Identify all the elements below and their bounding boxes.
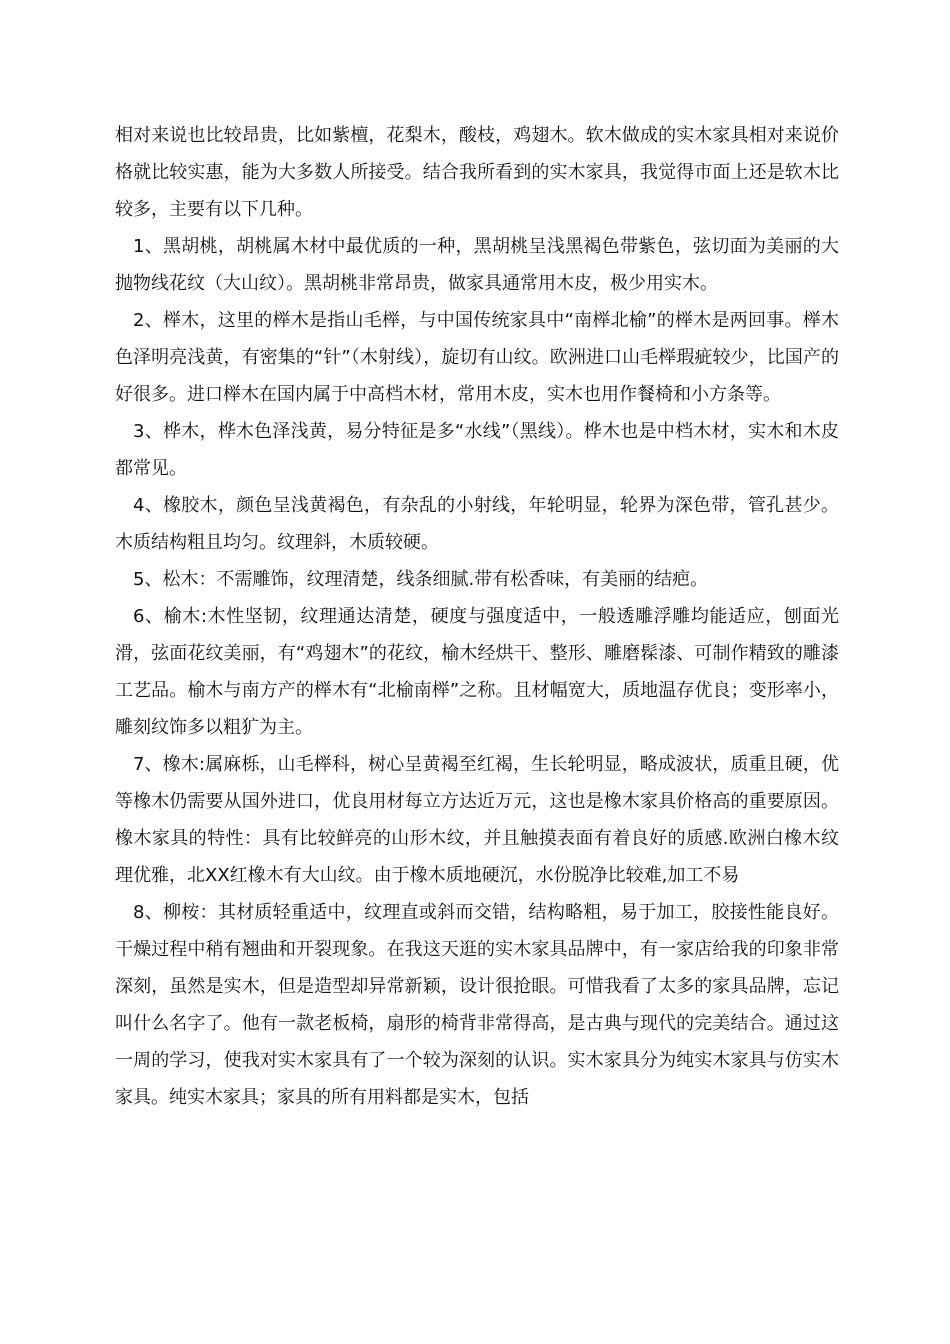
paragraph-lauan: 8、柳桉：其材质轻重适中，纹理直或斜而交错，结构略粗，易于加工，胶接性能良好。干燥过程中稍有翘曲和开裂现象。在我这天逛的实木家具品牌中，有一家店给我的印象非常深刻，虽然是实木，但是造型却异常新颖，设计很抢眼。可惜我看了太多的家具品牌，忘记叫什么名字了。他有一款老板椅，扇形的椅背非常得高，是古典与现代的完美结合。通过这一周的学习，使我对实木家具有了一个较为深刻的认识。实木家具分为纯实木家具与仿实木家具。纯实木家具；家具的所有用料都是实木，包括	[115, 902, 839, 1108]
paragraph-black-walnut: 1、黑胡桃，胡桃属木材中最优质的一种，黑胡桃呈浅黑褐色带紫色，弦切面为美丽的大抛物线花纹（大山纹）。黑胡桃非常昂贵，做家具通常用木皮，极少用实木。	[115, 236, 839, 294]
paragraph-elm: 6、榆木:木性坚韧，纹理通达清楚，硬度与强度适中，一般透雕浮雕均能适应，刨面光滑，弦面花纹美丽，有“鸡翅木”的花纹，榆木经烘干、整形、雕磨髹漆、可制作精致的雕漆工艺品。榆木与南方产的榉木有“北榆南榉”之称。且材幅宽大，质地温存优良；变形率小，雕刻纹饰多以粗犷为主。	[115, 606, 839, 738]
document-body	[115, 117, 839, 1116]
paragraph-continuation: 相对来说也比较昂贵，比如紫檀，花梨木，酸枝，鸡翅木。软木做成的实木家具相对来说价格就比较实惠，能为大多数人所接受。结合我所看到的实木家具，我觉得市面上还是软木比较多，主要有以下几种。	[115, 125, 839, 220]
paragraph-pine: 5、松木：不需雕饰，纹理清楚，线条细腻.带有松香味，有美丽的结疤。	[133, 569, 709, 590]
paragraph-beech: 2、榉木，这里的榉木是指山毛榉，与中国传统家具中“南榉北榆”的榉木是两回事。榉木色泽明亮浅黄，有密集的“针”（木射线），旋切有山纹。欧洲进口山毛榉瑕疵较少，比国产的好很多。进口榉木在国内属于中高档木材，常用木皮，实木也用作餐椅和小方条等。	[115, 310, 839, 405]
paragraph-birch: 3、桦木，桦木色泽浅黄，易分特征是多“水线”（黑线）。桦木也是中档木材，实木和木皮都常见。	[115, 421, 839, 479]
paragraph-oak: 7、橡木:属麻栎，山毛榉科，树心呈黄褐至红褐，生长轮明显，略成波状，质重且硬，优等橡木仍需要从国外进口，优良用材每立方达近万元，这也是橡木家具价格高的重要原因。橡木家具的特性：具有比较鲜亮的山形木纹，并且触摸表面有着良好的质感.欧洲白橡木纹理优雅，北XX红橡木有大山纹。由于橡木质地硬沉，水份脱净比较难,加工不易	[115, 754, 839, 886]
paragraph-rubberwood: 4、橡胶木，颜色呈浅黄褐色，有杂乱的小射线，年轮明显，轮界为深色带，管孔甚少。木质结构粗且均匀。纹理斜，木质较硬。	[115, 495, 839, 553]
